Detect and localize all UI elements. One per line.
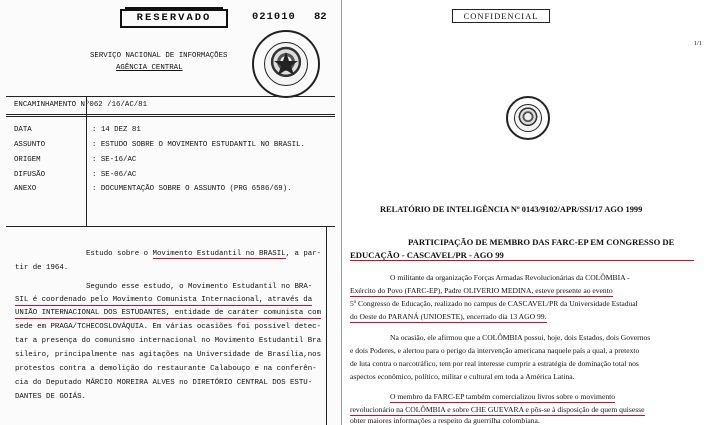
para3-line-highlighted: O membro da FARC-EP também comercializou livros sobre o movimento xyxy=(390,392,616,401)
subject-line-2: EDUCAÇÃO - CASCAVEL/PR - AGO 99 xyxy=(350,250,694,261)
field-label-assunto: ASSUNTO xyxy=(14,141,46,149)
body-line: tar a presença do comunismo internacional no Movimento Estudantil Bra xyxy=(15,337,322,345)
divider xyxy=(326,226,327,425)
subject-line-1: PARTICIPAÇÃO DE MEMBRO DAS FARC-EP EM CONGRESSO DE xyxy=(408,237,675,247)
divider xyxy=(6,226,335,227)
para1-line-highlighted: Exército do Povo (FARC-EP), Padre OLIVERIO MEDINA, esteve presente ao evento xyxy=(350,286,613,295)
divider xyxy=(6,96,335,97)
field-label-difusao: DIFUSÃO xyxy=(14,171,46,179)
confidencial-stamp: CONFIDENCIAL xyxy=(452,9,550,23)
field-value-data: : 14 DEZ 81 xyxy=(92,126,141,134)
agency-subdivision: AGÊNCIA CENTRAL xyxy=(116,64,183,72)
divider xyxy=(6,114,335,117)
para2-line: e dois Poderes, e alertou para o perigo da intervenção americana naquele país a qual, a pretexto xyxy=(350,346,640,355)
sni-seal xyxy=(252,30,320,98)
body-line-highlighted: SIL é coordenado pelo Movimento Comunista Internacional, através da xyxy=(15,296,313,304)
body-line: cia do Deputado MÁRCIO MOREIRA ALVES no DIRETÓRIO CENTRAL DOS ESTU- xyxy=(15,379,313,387)
body-line: protestos contra a demolição do restaurante Calabouço e na conferên- xyxy=(15,365,317,373)
para1-line: O militante da organização Forças Armadas Revolucionárias da COLÔMBIA - xyxy=(390,273,630,282)
field-value-anexo: : DOCUMENTAÇÃO SOBRE O ASSUNTO (PRG 6586/69). xyxy=(92,185,292,193)
body-line-highlighted: UNIÃO INTERNACIONAL DOS ESTUDANTES, entidade de caráter comunista com xyxy=(15,309,322,317)
para2-line: de luta contra o narcotráfico, tem por real interesse cumprir a estratégia de dominação total nos xyxy=(350,359,639,368)
divider xyxy=(86,96,87,117)
para3-line: obter maiores informações a respeito da guerrilha colombiana. xyxy=(350,416,540,425)
field-value-assunto: : ESTUDO SOBRE O MOVIMENTO ESTUDANTIL NO BRASIL. xyxy=(92,141,305,149)
paragraph-1-line-1: Estudo sobre o Movimento Estudantil no BRASIL, a par- xyxy=(86,250,322,258)
body-line: Segundo esse estudo, o Movimento Estudantil no BRA- xyxy=(86,283,313,291)
field-label-data: DATA xyxy=(14,126,32,134)
report-title: RELATÓRIO DE INTELIGÊNCIA Nº 0143/9102/APR/SSI/17 AGO 1999 xyxy=(380,205,643,214)
field-label-origem: ORIGEM xyxy=(14,156,41,164)
body-line: DANTES DE GOIÁS. xyxy=(15,393,86,401)
paragraph-1-line-2: tir de 1964. xyxy=(15,264,69,272)
field-value-origem: : SE-16/AC xyxy=(92,156,137,164)
body-line: sileiro, principalmente nas agitações na Universidade de Brasília,nos xyxy=(15,351,322,359)
page-number: 82 xyxy=(314,11,327,23)
para1-line-highlighted: do Oeste do PARANÁ (UNIOESTE), encerrado dia 13 AGO 99. xyxy=(350,312,547,321)
divider xyxy=(86,117,87,226)
agency-name: SERVIÇO NACIONAL DE INFORMAÇÕES xyxy=(90,52,228,60)
page-indicator: 1/1 xyxy=(693,40,702,47)
left-document xyxy=(0,0,342,425)
reservado-stamp: RESERVADO xyxy=(120,9,228,28)
document-number: 021010 xyxy=(252,11,296,23)
para1-line: 5º Congresso de Educação, realizado no campus de CASCAVEL/PR da Universidade Estadual xyxy=(350,299,638,308)
highlight-movimento-estudantil: Movimento Estudantil no BRASIL xyxy=(152,250,286,258)
para3-line-highlighted: revolucionário na COLÔMBIA e sobre CHE GUEVARA e pôs-se à disposição de quem quisesse xyxy=(350,405,645,414)
para2-line: Na ocasião, ele afirmou que a COLÔMBIA possui, hoje, dois Estados, dois Governos xyxy=(390,333,651,342)
field-label-anexo: ANEXO xyxy=(14,185,37,193)
seal-star-icon xyxy=(252,30,320,98)
encaminhamento-ref: ENCAMINHAMENTO Nº062 /16/AC/81 xyxy=(14,101,148,109)
para2-line: aspectos econômico, político, militar e cultural em toda a América Latina. xyxy=(350,372,575,381)
abin-seal xyxy=(506,96,550,140)
right-document xyxy=(342,0,714,425)
body-line: sede em PRAGA/TCHECOSLOVÁQUIA. Em várias ocasiões foi possível detec- xyxy=(15,323,322,331)
field-value-difusao: : SE-06/AC xyxy=(92,171,137,179)
